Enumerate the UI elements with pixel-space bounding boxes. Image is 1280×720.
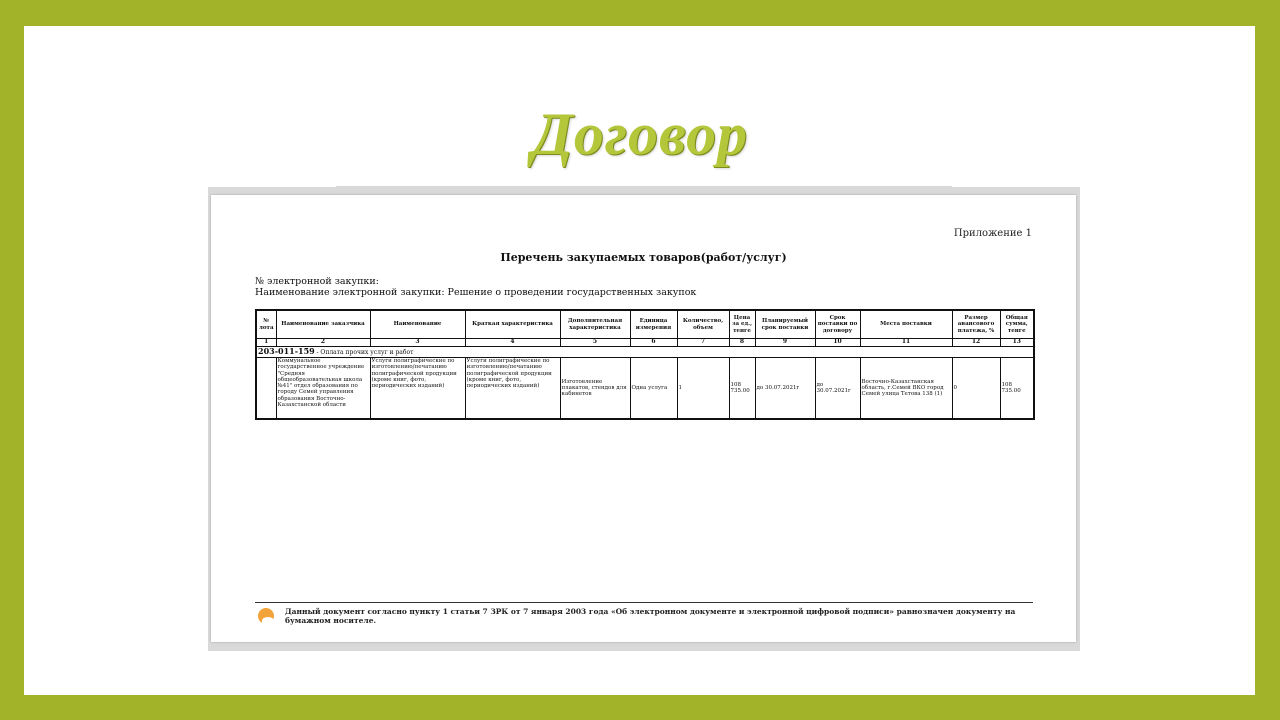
procurement-number: № электронной закупки: bbox=[255, 276, 379, 287]
header-cell: Наименование bbox=[370, 310, 465, 339]
header-cell: Места поставки bbox=[860, 310, 952, 339]
column-number: 12 bbox=[952, 339, 1000, 347]
document-heading: Перечень закупаемых товаров(работ/услуг) bbox=[500, 251, 787, 264]
column-number: 4 bbox=[465, 339, 560, 347]
table-header-row bbox=[256, 310, 1034, 339]
lot-header-cell bbox=[256, 347, 1034, 358]
table-row bbox=[256, 358, 1034, 420]
cell-planned: до 30.07.2021г bbox=[755, 358, 815, 420]
egov-logo-icon bbox=[258, 608, 274, 624]
appendix-label: Приложение 1 bbox=[953, 228, 1032, 239]
document-page bbox=[211, 195, 1076, 642]
header-cell: Цена за ед., тенге bbox=[729, 310, 755, 339]
header-cell: Единица измерения bbox=[630, 310, 677, 339]
header-cell: № лота bbox=[256, 310, 276, 339]
header-cell: Планируемый срок поставки bbox=[755, 310, 815, 339]
cell-advance: 0 bbox=[952, 358, 1000, 420]
lot-header-row bbox=[256, 347, 1034, 358]
cell-qty: 1 bbox=[677, 358, 729, 420]
header-cell: Количество, объем bbox=[677, 310, 729, 339]
column-number: 13 bbox=[1000, 339, 1034, 347]
header-cell: Размер авансового платежа, % bbox=[952, 310, 1000, 339]
procurement-table bbox=[255, 309, 1035, 420]
slide-title: Договор bbox=[531, 101, 749, 167]
header-cell: Наименование заказчика bbox=[276, 310, 370, 339]
column-number: 1 bbox=[256, 339, 276, 347]
cell-name: Услуги полиграфические по изготовлению/печатанию полиграфической продукции (кроме книг, фото, периодических изданий) bbox=[370, 358, 465, 420]
cell-lot bbox=[256, 358, 276, 420]
header-cell: Общая сумма, тенге bbox=[1000, 310, 1034, 339]
cell-unit: Одна услуга bbox=[630, 358, 677, 420]
cell-total: 108 735.00 bbox=[1000, 358, 1034, 420]
header-cell: Дополнительная характеристика bbox=[560, 310, 630, 339]
column-number: 5 bbox=[560, 339, 630, 347]
cell-short: Услуги полиграфические по изготовлению/печатанию полиграфической продукции (кроме книг, фото, периодических изданий) bbox=[465, 358, 560, 420]
procurement-name: Наименование электронной закупки: Решение о проведении государственных закупок bbox=[255, 287, 697, 298]
column-number: 10 bbox=[815, 339, 860, 347]
column-number: 8 bbox=[729, 339, 755, 347]
header-cell: Краткая характеристика bbox=[465, 310, 560, 339]
cell-customer: Коммунальное государственное учреждение "Средняя общеобразовательная школа №41" отдел образования по городу Семей управления образования Восточно-Казахстанской области bbox=[276, 358, 370, 420]
document-footer bbox=[255, 602, 1033, 625]
cell-price: 108 735.00 bbox=[729, 358, 755, 420]
cell-extra: Изготовление плакатов, стендов для кабинетов bbox=[560, 358, 630, 420]
footer-text: Данный документ согласно пункту 1 статьи 7 ЗРК от 7 января 2003 года «Об электронном документе и электронной цифровой подписи» равнозначен документу на бумажном носителе. bbox=[285, 607, 1016, 625]
column-number-row bbox=[256, 339, 1034, 347]
header-cell: Срок поставки по договору bbox=[815, 310, 860, 339]
column-number: 3 bbox=[370, 339, 465, 347]
cell-place: Восточно-Казахстанская область, г.Семей ВКО город Семей улица Тетова 138 (1) bbox=[860, 358, 952, 420]
lot-code: 203-011-159 bbox=[258, 346, 315, 356]
column-number: 2 bbox=[276, 339, 370, 347]
column-number: 11 bbox=[860, 339, 952, 347]
cell-contract-term: до 30.07.2021г bbox=[815, 358, 860, 420]
column-number: 6 bbox=[630, 339, 677, 347]
lot-description: - Оплата прочих услуг и работ bbox=[316, 348, 414, 356]
column-number: 7 bbox=[677, 339, 729, 347]
column-number: 9 bbox=[755, 339, 815, 347]
